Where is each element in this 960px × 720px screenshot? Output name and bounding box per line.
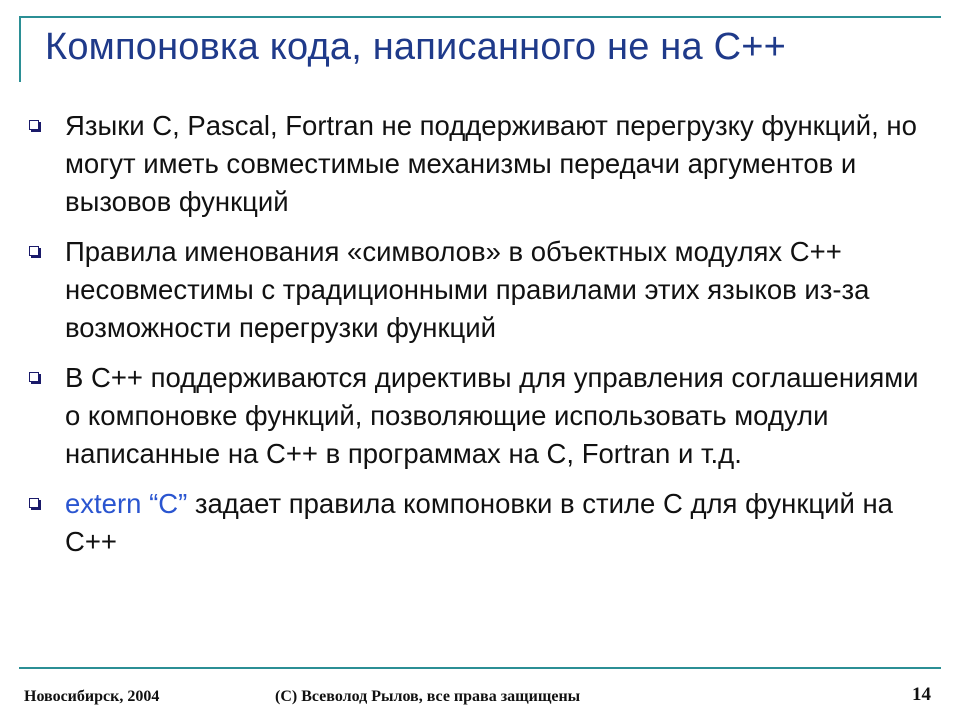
bullet-item xyxy=(0,233,960,347)
page-number: 14 xyxy=(912,684,931,705)
bullet-text: В С++ поддерживаются директивы для управления соглашениями о компоновке функций, позволяющие использовать модули написанные на С++ в программах на С, Fortran и т.д. xyxy=(65,362,919,469)
footer-city-year: Новосибирск, 2004 xyxy=(24,688,160,705)
bullet-list xyxy=(0,107,960,573)
bullet-item xyxy=(0,107,960,221)
square-bullet-icon xyxy=(29,498,39,508)
square-bullet-icon xyxy=(29,246,39,256)
footer-rule xyxy=(19,667,941,669)
square-bullet-icon xyxy=(29,372,39,382)
bullet-text: задает правила компоновки в стиле С для функций на С++ xyxy=(65,488,893,557)
slide-title: Компоновка кода, написанного не на С++ xyxy=(45,26,786,68)
footer-copyright: (С) Всеволод Рылов, все права защищены xyxy=(275,688,581,705)
bullet-text: Правила именования «символов» в объектных модулях С++ несовместимы с традиционными правилами этих языков из-за возможности перегрузки функций xyxy=(65,236,870,343)
bullet-item xyxy=(0,359,960,473)
title-left-rule xyxy=(19,16,21,82)
bullet-text: Языки С, Pascal, Fortran не поддерживают перегрузку функций, но могут иметь совместимые механизмы передачи аргументов и вызовов функций xyxy=(65,110,917,217)
square-bullet-icon xyxy=(29,120,39,130)
title-top-rule xyxy=(19,16,941,18)
bullet-accent-text: extern “C” xyxy=(65,488,188,519)
bullet-item xyxy=(0,485,960,561)
